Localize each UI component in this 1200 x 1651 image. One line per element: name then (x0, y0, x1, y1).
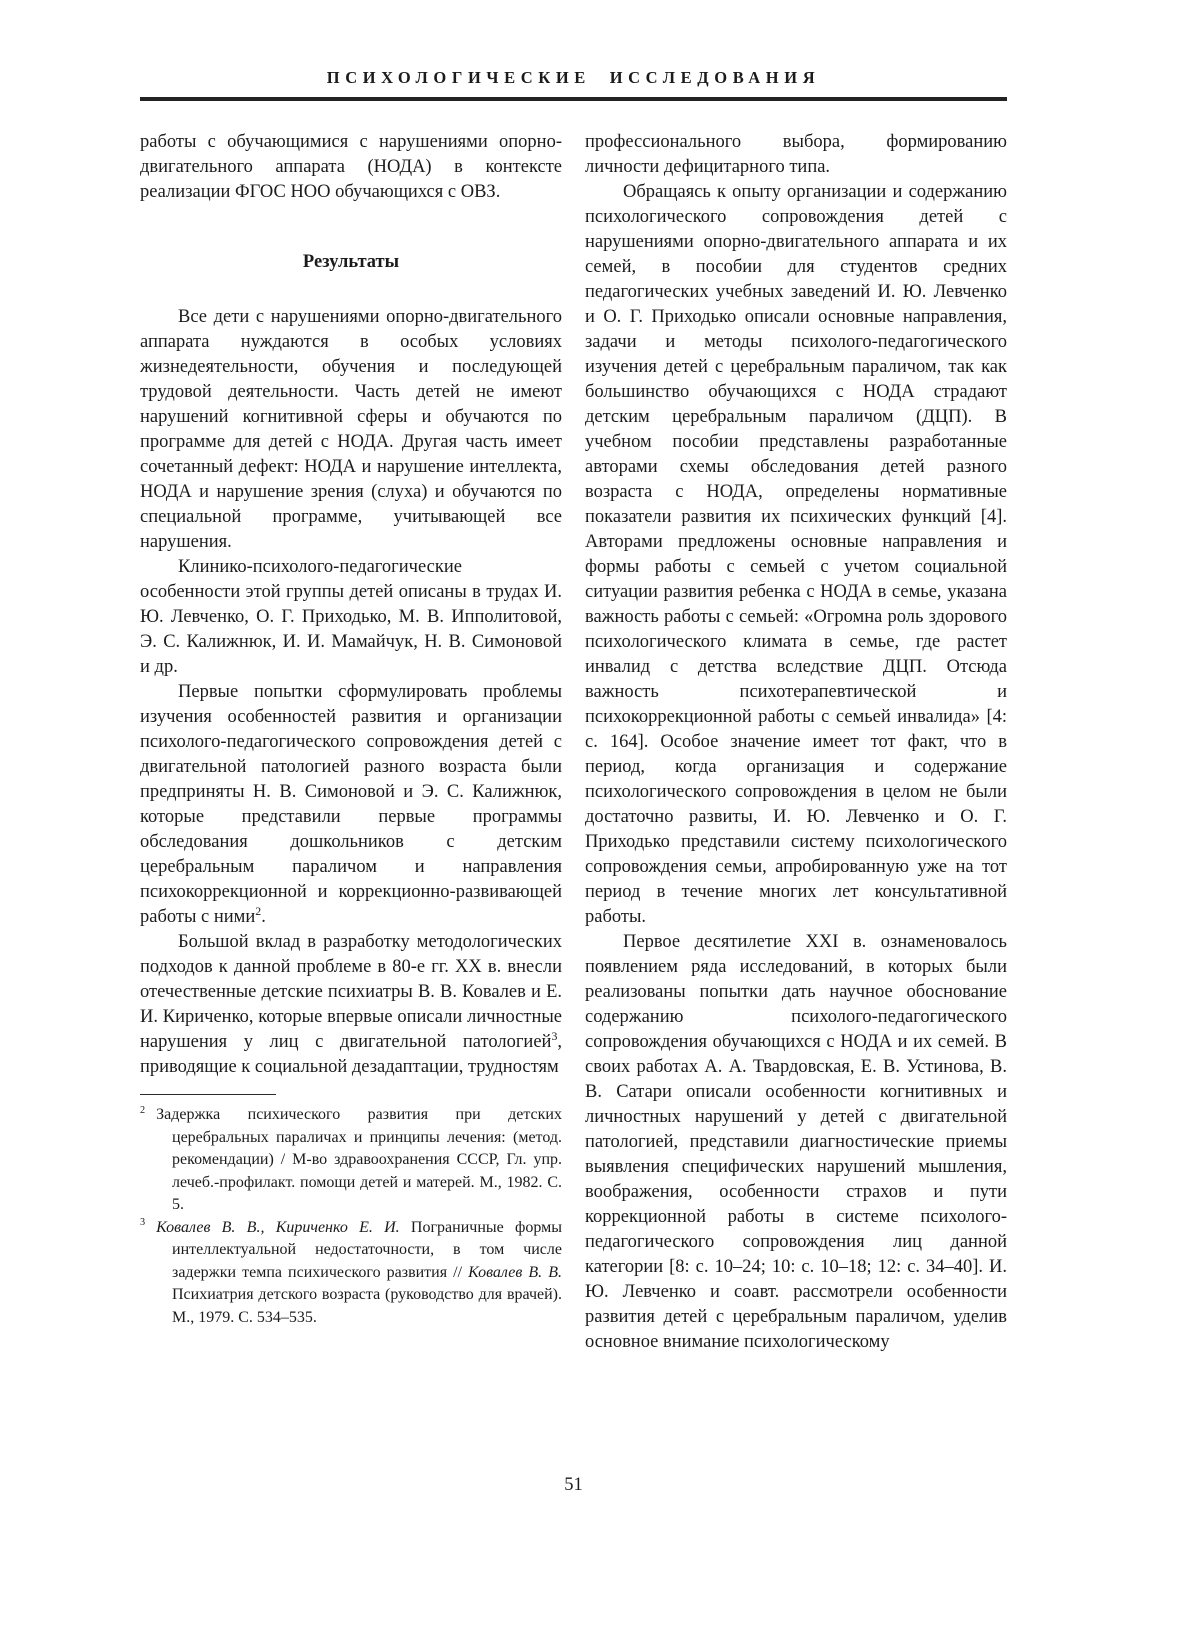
paragraph (140, 930, 562, 1080)
page-number: 51 (564, 1475, 583, 1495)
footnote-marker: 3 (140, 1217, 146, 1229)
text-run: Задержка психического развития при детских церебральных параличах и принципы лечения: (метод. рекомендации) / М-во здравоохранения СССР, Гл. упр. лечеб.-профилакт. помощи детей и матерей. М., 1982. С. 5. (156, 1106, 562, 1213)
two-column-text (140, 130, 1007, 1355)
text-block (140, 0, 1007, 1355)
header-rule (140, 97, 1007, 101)
footnotes-section (140, 1094, 562, 1329)
footnote (140, 1217, 562, 1330)
left-column-paragraphs (140, 130, 562, 1080)
text-run: Пограничные формы интеллектуальной недостаточности, в том числе задержки темпа психического развития // (172, 1218, 562, 1281)
footnotes-list (140, 1104, 562, 1329)
text-run: Ковалев В. В., Кириченко Е. И. (156, 1218, 400, 1236)
text-run: Все дети с нарушениями опорно-двигательного аппарата нуждаются в особых условиях жизнедеятельности, обучения и последующей трудовой деятельности. Часть детей не имеют нарушений когнитивной сферы и обучаются по программе для детей с НОДА. Другая часть имеет сочетанный дефект: НОДА и нарушение интеллекта, НОДА и нарушение зрения (слуха) и обучаются по специальной программе, учитывающей все нарушения. (140, 307, 562, 552)
text-run: Большой вклад в разработку методологических подходов к данной проблеме в 80-е гг. XX в. внесли отечественные детские психиатры В. В. Ковалев и Е. И. Кириченко, которые впервые описали личностные нарушения у лиц с двигательной патологией (140, 932, 562, 1052)
paragraph (585, 130, 1007, 180)
footnote-text (156, 1106, 562, 1213)
running-head (140, 68, 1007, 101)
text-run: Психиатрия детского возраста (руководство для врачей). М., 1979. С. 534–535. (172, 1286, 562, 1326)
text-run: , приводящие к социальной дезадаптации, трудностям (140, 1032, 562, 1077)
paragraph (585, 180, 1007, 930)
text-run: Ковалев В. В. (468, 1263, 562, 1281)
paragraph (585, 930, 1007, 1355)
paragraph (140, 305, 562, 555)
text-run: . (261, 907, 266, 927)
paragraph (140, 555, 562, 680)
section-heading: Результаты (302, 252, 400, 272)
text-run: Первое десятилетие XXI в. ознаменовалось появлением ряда исследований, в которых были реализованы попытки дать научное обоснование содержанию психолого-педагогического сопровождения обучающихся с НОДА и их семей. В своих работах А. А. Твардовская, Е. В. Устинова, В. В. Сатари описали особенности когнитивных и личностных нарушений у детей с двигательной патологией, представили диагностические приемы выявления специфических нарушений мышления, воображения, особенности страхов и пути коррекционной работы в системе психолого-педагогического сопровождения лиц данной категории [8: с. 10–24; 10: с. 10–18; 12: с. 34–40]. И. Ю. Левченко и соавт. рассмотрели особенности развития детей с церебральным параличом, уделив основное внимание психологическому (585, 932, 1007, 1352)
footnote-separator-rule (140, 1094, 276, 1095)
left-column (140, 130, 562, 1355)
text-run: работы с обучающимися с нарушениями опорно-двигательного аппарата (НОДА) в контексте реализации ФГОС НОО обучающихся с ОВЗ. (140, 132, 562, 202)
right-column-paragraphs (585, 130, 1007, 1355)
text-run: профессионального выбора, формированию личности дефицитарного типа. (585, 132, 1007, 177)
footnote-marker: 2 (140, 1104, 146, 1116)
text-run: Обращаясь к опыту организации и содержанию психологического сопровождения детей с нарушениями опорно-двигательного аппарата и их семей, в пособии для студентов средних педагогических учебных заведений И. Ю. Левченко и О. Г. Приходько описали основные направления, задачи и методы психолого-педагогического изучения детей с церебральным параличом, так как большинство обучающихся с НОДА страдают детским церебральным параличом (ДЦП). В учебном пособии представлены разработанные авторами схемы обследования детей разного возраста с НОДА, определены нормативные показатели развития их психических функций [4]. Авторами предложены основные направления и формы работы с семьей с учетом социальной ситуации развития ребенка с НОДА в семье, указана важность работы с семьей: «Огромна роль здорового психологического климата в семье, где растет инвалид с детства вследствие ДЦП. Отсюда важность психотерапевтической и психокоррекционной работы с семьей инвалида» [4: с. 164]. Особое значение имеет тот факт, что в период, когда организация и содержание психологического сопровождения в целом не были достаточно развиты, И. Ю. Левченко и О. Г. Приходько представили систему психологического сопровождения семьи, апробированную уже на тот период в течение многих лет консультативной работы. (585, 182, 1007, 927)
footnote-reference: 3 (551, 1028, 558, 1043)
running-head-title: ПСИХОЛОГИЧЕСКИЕ ИССЛЕДОВАНИЯ (326, 68, 821, 87)
footnote-text (156, 1219, 562, 1326)
text-run: Первые попытки сформулировать проблемы изучения особенностей развития и организации психолого-педагогического сопровождения детей с двигательной патологией разного возраста были предприняты Н. В. Симоновой и Э. С. Калижнюк, которые представили первые программы обследования дошкольников с детским церебральным параличом и направления психокоррекционной и коррекционно-развивающей работы с ними (140, 682, 562, 927)
paragraph (140, 130, 562, 205)
footnote (140, 1104, 562, 1217)
text-run: Клинико-психолого-педагогические особенности этой группы детей описаны в трудах И. Ю. Левченко, О. Г. Приходько, М. В. Ипполитовой, Э. С. Калижнюк, И. И. Мамайчук, Н. В. Симоновой и др. (140, 557, 562, 677)
paragraph (140, 680, 562, 930)
right-column (585, 130, 1007, 1355)
footnote-reference: 2 (255, 903, 262, 918)
